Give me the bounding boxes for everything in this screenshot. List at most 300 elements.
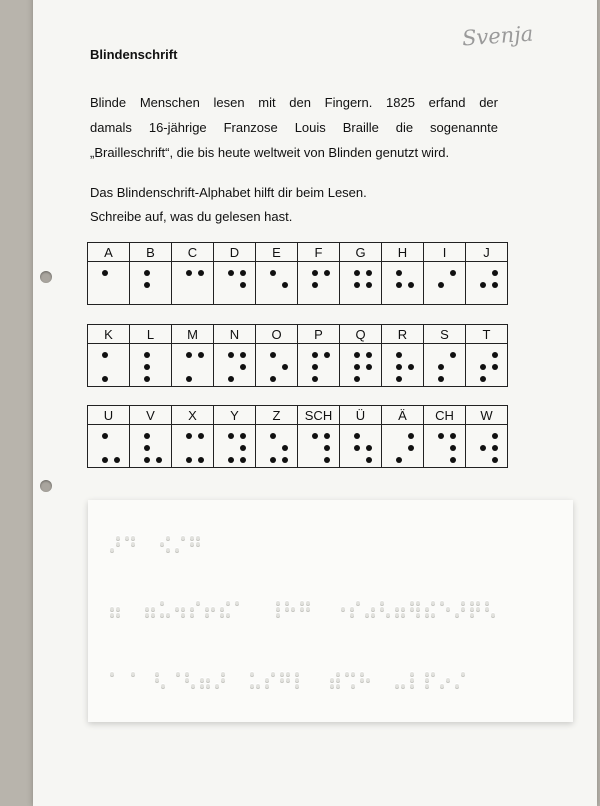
embossed-dot (160, 601, 164, 605)
braille-dot (492, 433, 498, 439)
braille-cell (172, 325, 214, 387)
braille-dot (492, 352, 498, 358)
embossed-dot (285, 601, 289, 605)
braille-dot (492, 445, 498, 451)
embossed-dot (300, 607, 304, 611)
braille-dot (144, 457, 150, 463)
embossed-dot (265, 678, 269, 682)
braille-dot (480, 364, 486, 370)
braille-dot (228, 270, 234, 276)
braille-dot-pattern (88, 344, 129, 386)
embossed-dot (190, 613, 194, 617)
embossed-dot (461, 607, 465, 611)
braille-dot (438, 282, 444, 288)
embossed-dot (276, 613, 280, 617)
embossed-dot (196, 601, 200, 605)
braille-dot (240, 433, 246, 439)
braille-dot (408, 364, 414, 370)
embossed-dot (401, 607, 405, 611)
embossed-dot (380, 607, 384, 611)
braille-letter: Z (256, 408, 297, 425)
embossed-dot (196, 536, 200, 540)
braille-dot (492, 270, 498, 276)
embossed-dot (395, 684, 399, 688)
braille-dot (282, 282, 288, 288)
embossed-dot (410, 684, 414, 688)
braille-letter: Y (214, 408, 255, 425)
embossed-dot (215, 684, 219, 688)
braille-cell (424, 406, 466, 468)
embossed-dot (455, 684, 459, 688)
embossed-dot (351, 684, 355, 688)
embossed-dot (181, 536, 185, 540)
embossed-dot (131, 542, 135, 546)
embossed-dot (395, 607, 399, 611)
braille-dot-pattern (130, 344, 171, 386)
embossed-dot (351, 672, 355, 676)
braille-dot (366, 270, 372, 276)
embossed-dot (131, 672, 135, 676)
braille-dot (354, 376, 360, 382)
braille-dot (282, 445, 288, 451)
embossed-dot (211, 607, 215, 611)
braille-dot-pattern (88, 262, 129, 304)
embossed-dot (250, 684, 254, 688)
braille-dot (144, 364, 150, 370)
braille-dot-pattern (382, 262, 423, 304)
embossed-dot (265, 684, 269, 688)
embossed-dot (410, 678, 414, 682)
embossed-dot (476, 601, 480, 605)
embossed-dot (485, 607, 489, 611)
braille-cell (130, 325, 172, 387)
embossed-dot (330, 684, 334, 688)
braille-dot (102, 270, 108, 276)
braille-dot-pattern (130, 425, 171, 467)
braille-dot (282, 457, 288, 463)
braille-cell (340, 243, 382, 305)
braille-dot-pattern (424, 262, 465, 304)
embossed-dot (221, 672, 225, 676)
braille-cell (214, 325, 256, 387)
embossed-dot (110, 613, 114, 617)
braille-dot-pattern (466, 262, 507, 304)
embossed-dot (386, 613, 390, 617)
embossed-dot (366, 678, 370, 682)
embossed-dot (295, 684, 299, 688)
braille-dot (480, 445, 486, 451)
braille-dot-pattern (298, 425, 339, 467)
embossed-dot (286, 678, 290, 682)
braille-dot (324, 270, 330, 276)
braille-alphabet-row-3 (87, 405, 508, 468)
embossed-dot (131, 536, 135, 540)
braille-letter: Q (340, 327, 381, 344)
braille-letter: S (424, 327, 465, 344)
braille-cell (424, 325, 466, 387)
braille-dot (228, 433, 234, 439)
braille-dot (366, 352, 372, 358)
braille-dot-pattern (382, 425, 423, 467)
braille-dot (186, 433, 192, 439)
embossed-dot (280, 678, 284, 682)
embossed-dot (145, 607, 149, 611)
braille-dot-pattern (256, 425, 297, 467)
embossed-dot (461, 601, 465, 605)
braille-cell (256, 243, 298, 305)
braille-letter: I (424, 245, 465, 262)
embossed-dot (425, 678, 429, 682)
braille-dot-pattern (340, 425, 381, 467)
braille-dot-pattern (340, 344, 381, 386)
punch-hole-bottom (40, 480, 52, 492)
embossed-dot (395, 613, 399, 617)
braille-dot (270, 270, 276, 276)
embossed-dot (125, 536, 129, 540)
embossed-dot (440, 601, 444, 605)
braille-dot (312, 433, 318, 439)
braille-letter: A (88, 245, 129, 262)
embossed-dot (116, 607, 120, 611)
braille-dot (198, 433, 204, 439)
embossed-dot (250, 672, 254, 676)
braille-dot (396, 364, 402, 370)
braille-letter: F (298, 245, 339, 262)
embossed-dot (155, 672, 159, 676)
braille-dot (240, 364, 246, 370)
braille-dot (354, 352, 360, 358)
embossed-dot (300, 601, 304, 605)
embossed-dot (190, 607, 194, 611)
braille-alphabet-row-2 (87, 324, 508, 387)
braille-cell (340, 406, 382, 468)
embossed-dot (280, 672, 284, 676)
embossed-dot (425, 613, 429, 617)
braille-cell (424, 243, 466, 305)
instruction-line: Das Blindenschrift-Alphabet hilft dir beim Lesen. (90, 185, 367, 200)
embossed-dot (166, 613, 170, 617)
braille-letter: SCH (298, 408, 339, 425)
braille-cell (256, 325, 298, 387)
embossed-dot (380, 601, 384, 605)
embossed-dot (476, 607, 480, 611)
embossed-dot (176, 672, 180, 676)
braille-cell (340, 325, 382, 387)
braille-dot (492, 364, 498, 370)
braille-dot (408, 445, 414, 451)
embossed-dot (235, 601, 239, 605)
embossed-dot (341, 607, 345, 611)
braille-dot (438, 364, 444, 370)
braille-dot-pattern (298, 262, 339, 304)
embossed-dot (410, 672, 414, 676)
braille-dot (198, 270, 204, 276)
braille-letter: X (172, 408, 213, 425)
braille-dot (144, 270, 150, 276)
embossed-dot (371, 607, 375, 611)
embossed-dot (295, 672, 299, 676)
embossed-dot (401, 684, 405, 688)
braille-dot (198, 352, 204, 358)
braille-dot (270, 433, 276, 439)
braille-dot (396, 282, 402, 288)
embossed-dot (285, 607, 289, 611)
braille-letter: R (382, 327, 423, 344)
braille-dot (240, 282, 246, 288)
intro-paragraph (90, 90, 498, 165)
embossed-dot (440, 684, 444, 688)
embossed-dot (446, 607, 450, 611)
braille-dot-pattern (256, 344, 297, 386)
embossed-dot (336, 672, 340, 676)
embossed-dot (276, 601, 280, 605)
braille-dot-pattern (88, 425, 129, 467)
embossed-dot (356, 601, 360, 605)
embossed-dot (206, 684, 210, 688)
braille-dot (450, 270, 456, 276)
braille-letter: V (130, 408, 171, 425)
braille-cell (172, 406, 214, 468)
braille-cell (466, 243, 508, 305)
braille-dot (102, 352, 108, 358)
embossed-dot (166, 536, 170, 540)
braille-cell (88, 243, 130, 305)
braille-dot (354, 433, 360, 439)
braille-letter: Ü (340, 408, 381, 425)
braille-dot (312, 376, 318, 382)
braille-dot (114, 457, 120, 463)
embossed-dot (470, 601, 474, 605)
embossed-dot (220, 607, 224, 611)
braille-dot-pattern (214, 425, 255, 467)
braille-dot (366, 445, 372, 451)
braille-dot-pattern (466, 344, 507, 386)
embossed-dot (175, 548, 179, 552)
braille-dot (240, 270, 246, 276)
braille-dot (144, 376, 150, 382)
embossed-dot (155, 678, 159, 682)
braille-letter: W (466, 408, 507, 425)
braille-dot (102, 433, 108, 439)
embossed-dot (161, 684, 165, 688)
embossed-dot (166, 548, 170, 552)
braille-dot (492, 282, 498, 288)
braille-dot (354, 282, 360, 288)
embossed-dot (401, 613, 405, 617)
embossed-dot (410, 601, 414, 605)
braille-dot (144, 282, 150, 288)
embossed-dot (425, 607, 429, 611)
braille-letter: K (88, 327, 129, 344)
braille-dot (366, 364, 372, 370)
embossed-dot (200, 684, 204, 688)
braille-dot (186, 457, 192, 463)
braille-dot (354, 270, 360, 276)
embossed-dot (360, 672, 364, 676)
braille-letter: Ä (382, 408, 423, 425)
braille-dot (228, 376, 234, 382)
embossed-dot (196, 542, 200, 546)
embossed-dot (291, 607, 295, 611)
braille-cell (130, 406, 172, 468)
braille-dot (240, 457, 246, 463)
braille-dot (240, 352, 246, 358)
braille-dot (144, 433, 150, 439)
braille-dot (186, 376, 192, 382)
braille-dot (312, 352, 318, 358)
braille-dot (396, 376, 402, 382)
braille-dot (324, 457, 330, 463)
embossed-dot (336, 678, 340, 682)
braille-alphabet-row-1 (87, 242, 508, 305)
braille-dot-pattern (424, 425, 465, 467)
embossed-dot (185, 678, 189, 682)
embossed-dot (190, 542, 194, 546)
braille-letter: G (340, 245, 381, 262)
intro-line: „Brailleschrift“, die bis heute weltweit von Blinden genutzt wird. (90, 145, 450, 160)
embossed-dot (410, 607, 414, 611)
braille-dot-pattern (298, 344, 339, 386)
braille-dot-pattern (214, 344, 255, 386)
braille-dot (396, 352, 402, 358)
braille-dot-pattern (424, 344, 465, 386)
braille-letter: L (130, 327, 171, 344)
embossed-dot (345, 672, 349, 676)
embossed-dot (226, 601, 230, 605)
embossed-dot (416, 601, 420, 605)
braille-dot (144, 445, 150, 451)
embossed-dot (151, 613, 155, 617)
braille-cell (172, 243, 214, 305)
embossed-dot (431, 601, 435, 605)
braille-dot (354, 364, 360, 370)
braille-letter: J (466, 245, 507, 262)
braille-cell (466, 325, 508, 387)
braille-cell (130, 243, 172, 305)
embossed-dot (470, 607, 474, 611)
braille-dot (102, 457, 108, 463)
braille-dot (408, 433, 414, 439)
embossed-dot (116, 542, 120, 546)
braille-cell (88, 406, 130, 468)
instruction-line: Schreibe auf, was du gelesen hast. (90, 209, 293, 224)
embossed-dot (425, 684, 429, 688)
embossed-dot (350, 607, 354, 611)
braille-cell (88, 325, 130, 387)
embossed-dot (220, 613, 224, 617)
embossed-braille-card (88, 500, 573, 722)
embossed-dot (371, 613, 375, 617)
embossed-dot (145, 613, 149, 617)
braille-dot-pattern (466, 425, 507, 467)
braille-dot (450, 457, 456, 463)
braille-cell (382, 243, 424, 305)
embossed-dot (110, 548, 114, 552)
braille-dot (324, 352, 330, 358)
embossed-dot (455, 613, 459, 617)
intro-line: damals 16-jährige Franzose Louis Braille die sogenannte (90, 120, 498, 135)
braille-letter: H (382, 245, 423, 262)
braille-dot (144, 352, 150, 358)
braille-dot (186, 270, 192, 276)
braille-dot (396, 457, 402, 463)
embossed-dot (175, 607, 179, 611)
braille-dot (228, 457, 234, 463)
braille-letter: O (256, 327, 297, 344)
embossed-dot (330, 678, 334, 682)
embossed-dot (160, 613, 164, 617)
braille-dot-pattern (256, 262, 297, 304)
embossed-dot (286, 672, 290, 676)
braille-dot (396, 270, 402, 276)
braille-letter: U (88, 408, 129, 425)
embossed-dot (446, 678, 450, 682)
embossed-dot (365, 613, 369, 617)
braille-dot (156, 457, 162, 463)
braille-dot-pattern (172, 425, 213, 467)
embossed-dot (160, 542, 164, 546)
braille-dot (102, 376, 108, 382)
braille-dot (270, 457, 276, 463)
embossed-dot (470, 613, 474, 617)
embossed-dot (110, 672, 114, 676)
embossed-dot (110, 607, 114, 611)
embossed-dot (306, 607, 310, 611)
embossed-dot (116, 536, 120, 540)
braille-dot (492, 457, 498, 463)
handwritten-name: Svenja (461, 21, 534, 51)
braille-cell (298, 243, 340, 305)
braille-dot-pattern (382, 344, 423, 386)
punch-hole-top (40, 271, 52, 283)
embossed-dot (336, 684, 340, 688)
page-title: Blindenschrift (90, 47, 178, 62)
embossed-dot (416, 613, 420, 617)
braille-dot (282, 364, 288, 370)
braille-cell (382, 406, 424, 468)
braille-cell (466, 406, 508, 468)
embossed-dot (431, 672, 435, 676)
braille-dot (366, 282, 372, 288)
braille-cell (298, 325, 340, 387)
embossed-dot (491, 613, 495, 617)
embossed-dot (350, 613, 354, 617)
embossed-dot (221, 678, 225, 682)
embossed-dot (425, 672, 429, 676)
braille-letter: T (466, 327, 507, 344)
embossed-dot (116, 613, 120, 617)
braille-dot-pattern (130, 262, 171, 304)
embossed-dot (416, 607, 420, 611)
braille-dot-pattern (340, 262, 381, 304)
embossed-dot (190, 536, 194, 540)
braille-cell (214, 243, 256, 305)
braille-dot (480, 282, 486, 288)
braille-letter: P (298, 327, 339, 344)
braille-dot (312, 364, 318, 370)
embossed-dot (360, 678, 364, 682)
braille-dot (408, 282, 414, 288)
braille-dot (354, 445, 360, 451)
embossed-dot (485, 601, 489, 605)
braille-dot-pattern (172, 344, 213, 386)
embossed-dot (306, 601, 310, 605)
embossed-dot (205, 607, 209, 611)
embossed-dot (151, 607, 155, 611)
embossed-dot (181, 607, 185, 611)
braille-dot (240, 445, 246, 451)
embossed-dot (461, 672, 465, 676)
